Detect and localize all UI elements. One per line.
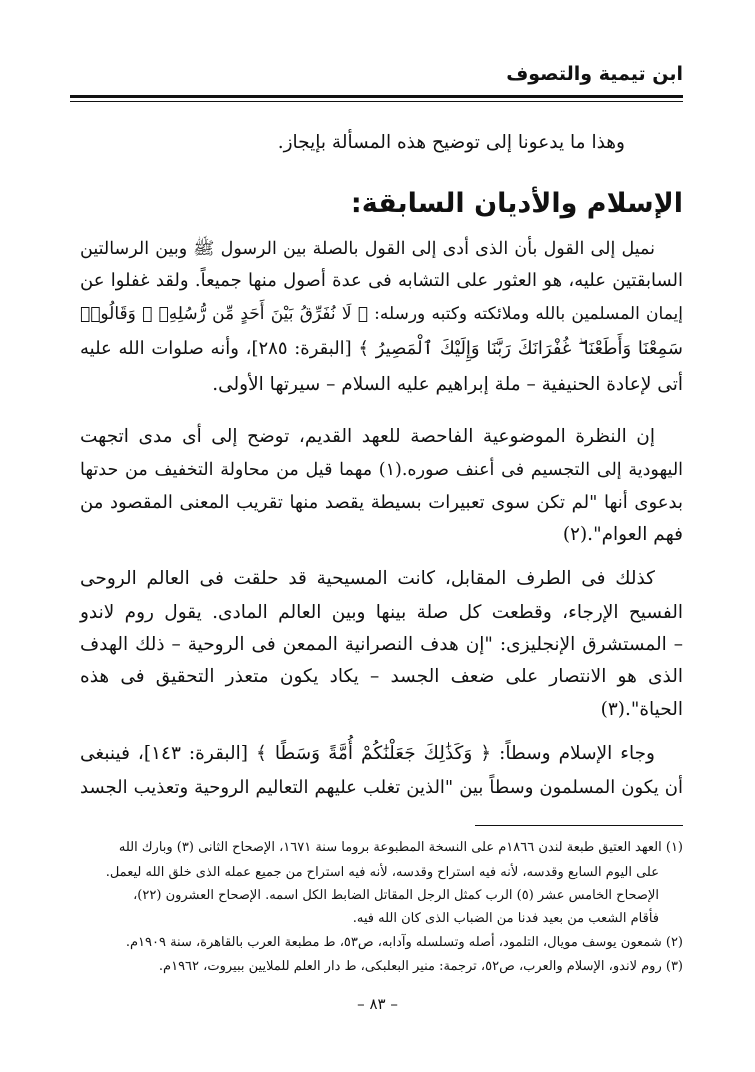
paragraph-line: نميل إلى القول بأن الذى أدى إلى القول بالصلة بين الرسول ﷺ وبين الرسالتين — [80, 239, 655, 259]
paragraph-line: الفسيح الإرجاء، وقطعت كل صلة بينها وبين العالم المادى. يقول روم لاندو — [80, 602, 683, 623]
paragraph-line: أن يكون المسلمون وسطاً بين "الذين تغلب عليهم التعاليم الروحية وتعذيب الجسد — [80, 777, 683, 798]
footnote-line: فأقام الشعب من بعيد فدنا من الضباب الذى كان الله فيه. — [352, 911, 659, 926]
paragraph-line: إن النظرة الموضوعية الفاحصة للعهد القديم، توضح إلى أى مدى اتجهت — [80, 426, 655, 447]
footnote-line: (٢) شمعون يوسف مويال، التلمود، أصله وتسلسله وآدابه، ص٥٣، ط مطبعة العرب بالقاهرة، سنة ١٩٠٩م. — [125, 935, 683, 950]
section-title: الإسلام والأديان السابقة: — [350, 188, 683, 219]
paragraph-line: الحياة".(٣) — [600, 699, 683, 720]
footnote-rule — [475, 825, 683, 826]
paragraph-line: إيمان المسلمين بالله وملائكته وكتبه ورسله: ﴿ لَا نُفَرِّقُ بَيْنَ أَحَدٍ مِّن رُّسُلِهِۦ ۚ وَقَالُوا۟ — [80, 304, 683, 324]
intro-line: وهذا ما يدعونا إلى توضيح هذه المسألة بإيجاز. — [277, 132, 625, 153]
paragraph-line: السابقتين عليه، هو العثور على التشابه فى عدة أصول منها جميعاً. ولقد غفلوا عن — [80, 270, 683, 291]
header-rule-thick — [70, 95, 683, 98]
paragraph-line: الذى هو الانتصار على ضعف الجسد – يكاد يكون متعذر التحقيق فى هذه — [80, 666, 683, 687]
running-head: ابن تيمية والتصوف — [506, 63, 683, 85]
paragraph-line: فهم العوام".(٢) — [562, 524, 683, 545]
footnote-line: الإصحاح الخامس عشر (٥) الرب كمثل الرجل المقاتل الضابط الكل اسمه. الإصحاح العشرون (٢٢)، — [133, 888, 659, 903]
paragraph-line: كذلك فى الطرف المقابل، كانت المسيحية قد حلقت فى العالم الروحى — [80, 568, 655, 589]
paragraph-line: اليهودية إلى التجسيم فى أعنف صوره.(١) مهما قيل من محاولة التخفيف من حدتها — [80, 460, 684, 480]
footnote-line: (٣) روم لاندو، الإسلام والعرب، ص٥٢، ترجمة: منير البعلبكى، ط دار العلم للملايين ببيروت، ١٩٦٢م. — [158, 959, 683, 974]
header-rule-thin — [70, 101, 683, 102]
footnote-line: على اليوم السابع وقدسه، لأنه فيه استراح وقدسه، لأنه فيه استراح من جميع عمله الذى خلق الله ليعمل. — [105, 865, 659, 880]
paragraph-line: – المستشرق الإنجليزى: "إن هدف النصرانية الممعن فى الروحية – ذلك الهدف — [80, 634, 683, 655]
footnote-line: (١) العهد العتيق طبعة لندن ١٨٦٦م على النسخة المطبوعة بروما سنة ١٦٧١، الإصحاح الثانى (٣) وبارك الله — [118, 840, 683, 855]
paragraph-line: بدعوى أنها "لم تكن سوى تعبيرات بسيطة يقصد منها تقريب المعنى المقصود من — [80, 492, 683, 513]
page-number: – ٨٣ – — [357, 995, 398, 1013]
paragraph-line: سَمِعْنَا وَأَطَعْنَا ۖ غُفْرَانَكَ رَبَّنَا وَإِلَيْكَ ٱلْمَصِيرُ ﴾ [البقرة: ٢٨٥]، وأنه صلوات الله عليه — [80, 338, 684, 359]
paragraph-line: أتى لإعادة الحنيفية – ملة إبراهيم عليه السلام – سيرتها الأولى. — [212, 374, 683, 395]
paragraph-line: وجاء الإسلام وسطاً: ﴿ وَكَذَٰلِكَ جَعَلْنَٰكُمْ أُمَّةً وَسَطًا ﴾ [البقرة: ١٤٣]، فينبغى — [80, 743, 655, 764]
